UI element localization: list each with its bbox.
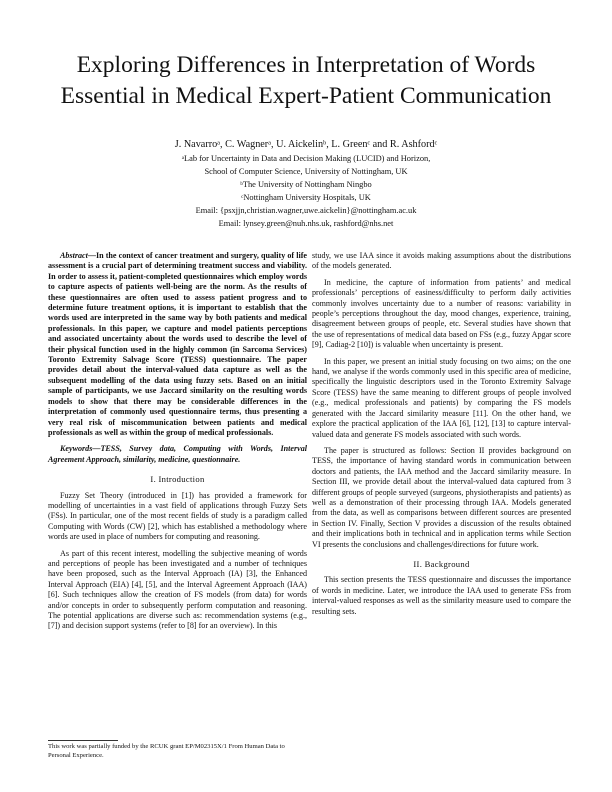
body-paragraph: In medicine, the capture of information from patients’ and medical professionals’ perceptions of easiness/difficulty to perform daily activities commonly involves uncertainty due to a number of reasons: variability in people’s perceptions throughout the day, mood changes, experience, training, disagreement between groups of people, etc. Several studies have shown that the use of representations of medical data based on FSs (e.g., fuzzy Apgar score [9], Cadiag-2 [10]) is valuable when uncertainty is present. [312, 277, 571, 350]
body-paragraph: This section presents the TESS questionnaire and discusses the importance of words in medicine. Later, we introduce the IAA used to generate FSs from interval-valued responses as well as the similarity measure used to compare the resulting sets. [312, 575, 571, 616]
body-paragraph: The paper is structured as follows: Section II provides background on TESS, the importance of having standard words in communication between doctors and patients, the IAA method and the Jaccard similarity measure. In Section III, we provide detail about the interval-valued data captured from 3 different groups of people surveyed (surgeons, physiotherapists and patients) as well as a demonstration of their processing through IAA. Models generated from the data, as well as comparisons between different sources are presented in Section IV. Finally, Section V provides a discussion of the results obtained and their implications both in technical and in application terms while Section VI presents the conclusions and challenges/directions for future work. [312, 445, 571, 549]
right-column [312, 251, 571, 623]
left-column [48, 251, 307, 638]
affiliation-line: ᶜNottingham University Hospitals, UK [241, 193, 371, 202]
affiliations [80, 152, 532, 230]
keywords-label: Keywords [60, 444, 93, 454]
affiliation-line: ᵃLab for Uncertainty in Data and Decision Making (LUCID) and Horizon, [181, 154, 431, 163]
abstract [48, 251, 307, 438]
footnote-divider [48, 740, 118, 741]
body-paragraph: In this paper, we present an initial study focusing on two aims; on the one hand, we analyse if the words commonly used in this specific area of medicine, specifically the linguistic descriptors used in the Toronto Extremity Salvage Score (TESS) have the same meaning to different groups of people involved (e.g., medical professionals and patients) by comparing the FS models generated with the Jaccard similarity measure [11]. On the other hand, we explore the practical application of the IAA [6], [12], [13] to capture interval-valued data and generate FS models associated with such words. [312, 356, 571, 439]
author-list: J. Navarroᵃ, C. Wagnerᵃ, U. Aickelinᵇ, L. Greenᶜ and R. Ashfordᶜ [174, 139, 438, 150]
funding-footnote: This work was partially funded by the RCUK grant EP/M02315X/1 From Human Data to Personal Experience. [48, 743, 285, 759]
keywords-text: —TESS, Survey data, Computing with Words, Interval Agreement Approach, similarity, medicine, questionnaire. [48, 444, 307, 464]
keywords [48, 444, 307, 465]
paper-title [40, 50, 572, 112]
body-paragraph: As part of this recent interest, modelling the subjective meaning of words and perceptions of people has been investigated and a number of techniques have been proposed, such as the Interval Approach (IA) [3], the Enhanced Interval Approach (EIA) [4], [5], and the Interval Agreement Approach (IAA) [6]. Such techniques allow the creation of FS models (from data) for words and/or concepts in order to subsequently perform computation and reasoning. The potential applications are diverse such as: recommendation systems (e.g., [7]) and decision support systems (refer to [8] for an overview). In this [48, 548, 307, 631]
title-line-2: Essential in Medical Expert-Patient Communication [60, 83, 552, 109]
body-paragraph: Fuzzy Set Theory (introduced in [1]) has provided a framework for modelling of uncertainties in a vast field of applications through Fuzzy Sets (FSs). In particular, one of the most recent fields of study is a paradigm called Computing with Words (CW) [2], which has established a methodology where words are used in place of numbers for computing and reasoning. [48, 490, 307, 542]
section-heading-introduction: I. Introduction [150, 474, 205, 485]
email-line: Email: {psxjjn,christian.wagner,uwe.aickelin}@nottingham.ac.uk [195, 206, 417, 215]
affiliation-line: ᵇThe University of Nottingham Ningbo [240, 180, 372, 189]
section-heading-background: II. Background [413, 558, 470, 569]
title-line-1: Exploring Differences in Interpretation of Words [76, 52, 536, 78]
email-line: Email: lynsey.green@nuh.nhs.uk, rashford@nhs.net [218, 219, 394, 228]
abstract-label: Abstract [60, 251, 88, 260]
body-paragraph: study, we use IAA since it avoids making assumptions about the distributions of the models generated. [312, 251, 571, 271]
abstract-text: —In the context of cancer treatment and surgery, quality of life assessment is a crucial part of determining treatment success and viability. In order to assess it, patient-completed questionnaires which employ words to capture aspects of patients well-being are the norm. As the results of these questionnaires are often used to assess patient progress and to determine future treatment options, it is important to establish that the words used are interpreted in the same way by both patients and medical professionals. In this paper, we capture and model patients perceptions and associated uncertainty about the words used to describe the level of their physical function used in the highly common (in Sarcoma Services) Toronto Extremity Salvage Score (TESS) questionnaire. The paper provides detail about the interval-valued data capture as well as the subsequent modelling of the data using fuzzy sets. Based on an initial sample of participants, we use Jaccard similarity on the resulting words models to show that there may be considerable differences in the interpretation of commonly used questionnaire terms, thus presenting a very real risk of miscommunication between patients and medical professionals as well as within the group of medical professionals. [48, 251, 307, 437]
affiliation-line: School of Computer Science, University of Nottingham, UK [204, 167, 408, 176]
